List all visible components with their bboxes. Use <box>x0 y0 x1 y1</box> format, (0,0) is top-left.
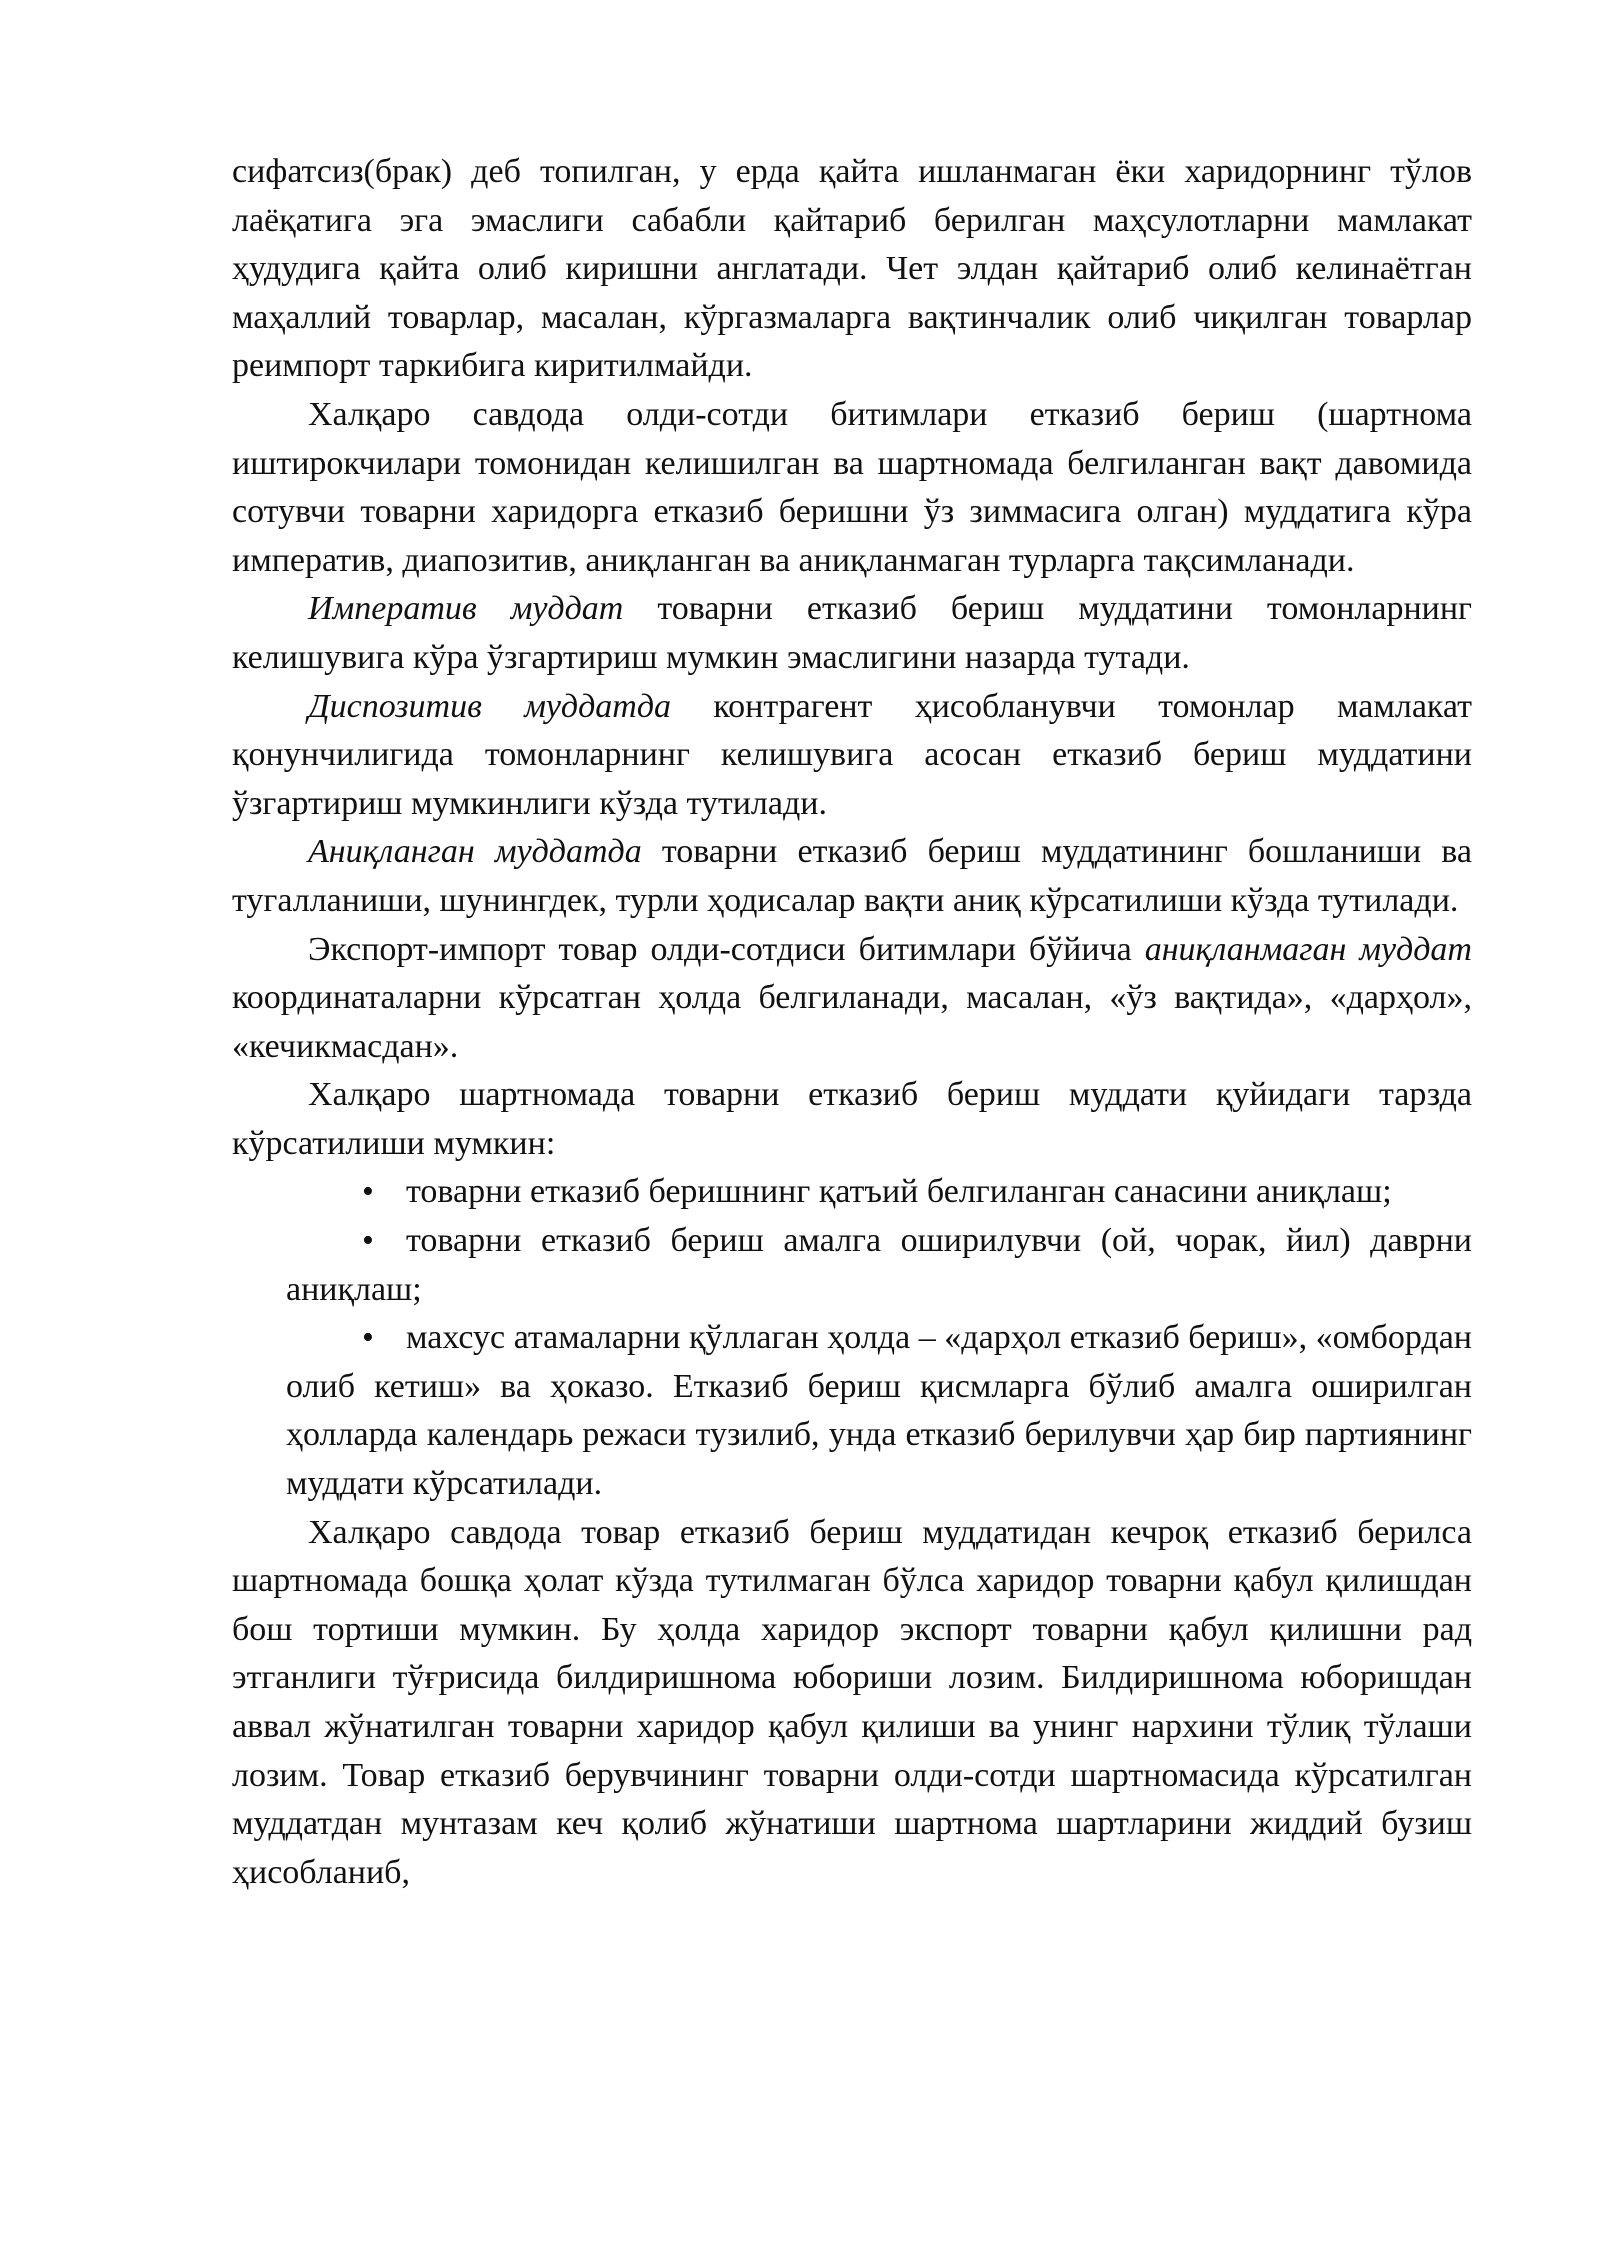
paragraph-reimport-continuation <box>232 148 1472 391</box>
paragraph-lead-text: Экспорт-импорт товар олди-сотдиси битимлари бўйича <box>308 930 1145 968</box>
paragraph-defined-term <box>232 828 1472 925</box>
paragraph-contract-term-ways <box>232 1071 1472 1168</box>
bullet-symbol: • <box>362 1319 374 1357</box>
paragraph-delivery-terms-intro <box>232 391 1472 585</box>
bullet-item <box>286 1217 1472 1314</box>
paragraph-text: Халқаро савдода олди-сотди битимлари етказиб бериш (шартнома иштирокчилари томонидан келишилган ва шартномада белгиланган вақт давомида сотувчи товарни харидорга етказиб беришни ўз зиммасига олган) муддатига кўра императив, диапозитив, аниқланган ва аниқланмаган турларга тақсимланади. <box>232 395 1472 579</box>
paragraph-text: товарни етказиб бериш муддатининг бошланиши ва тугалланиши, шунингдек, турли ҳодисалар вақти аниқ кўрсатилиши кўзда тутилади. <box>232 833 1472 919</box>
paragraph-text: координаталарни кўрсатган ҳолда белгиланади, масалан, «ўз вақтида», «дарҳол», «кечикмасдан». <box>232 979 1472 1065</box>
paragraph-text: Халқаро савдода товар етказиб бериш муддатидан кечроқ етказиб берилса шартномада бошқа ҳолат кўзда тутилмаган бўлса харидор товарни қабул қилишдан бош тортиши мумкин. Бу ҳолда харидор экспорт товарни қабул қилишни рад этганлиги тўғрисида билдиришнома юбориши лозим. Билдиришнома юборишдан аввал жўнатилган товарни харидор қабул қилиши ва унинг нархини тўлиқ тўлаши лозим. Товар етказиб берувчининг товарни олди-сотди шартномасида кўрсатилган муддатдан мунтазам кеч қолиб жўнатиши шартнома шартларини жиддий бузиш ҳисобланиб, <box>232 1513 1472 1891</box>
paragraph-late-delivery <box>232 1509 1472 1898</box>
bullet-list <box>232 1168 1472 1508</box>
bullet-symbol: • <box>362 1173 374 1211</box>
bullet-text: товарни етказиб бериш амалга оширилувчи (ой, чорак, йил) даврни аниқлаш; <box>286 1222 1472 1308</box>
bullet-item <box>286 1314 1472 1508</box>
term-italic: аниқланмаган муддат <box>1144 930 1472 968</box>
term-italic: Аниқланган муддатда <box>308 833 642 871</box>
bullet-item <box>286 1168 1472 1217</box>
document-body <box>232 148 1472 1897</box>
paragraph-text: Халқаро шартномада товарни етказиб бериш муддати қуйидаги тарзда кўрсатилиши мумкин: <box>232 1076 1472 1162</box>
bullet-symbol: • <box>362 1222 374 1260</box>
paragraph-imperative-term <box>232 585 1472 682</box>
paragraph-text: сифатсиз(брак) деб топилган, у ерда қайта ишланмаган ёки харидорнинг тўлов лаёқатига эга эмаслиги сабабли қайтариб берилган маҳсулотларни мамлакат ҳудудига қайта олиб киришни англатади. Чет элдан қайтариб олиб келинаётган маҳаллий товарлар, масалан, кўргазмаларга вақтинчалик олиб чиқилган товарлар реимпорт таркибига киритилмайди. <box>232 153 1472 385</box>
bullet-text: махсус атамаларни қўллаган ҳолда – «дарҳол етказиб бериш», «омбордан олиб кетиш» ва ҳоказо. Етказиб бериш қисмларга бўлиб амалга оширилган ҳолларда календарь режаси тузилиб, унда етказиб берилувчи ҳар бир партиянинг муддати кўрсатилади. <box>286 1319 1472 1503</box>
term-italic: Императив муддат <box>308 590 624 628</box>
paragraph-dispositive-term <box>232 683 1472 829</box>
paragraph-text: контрагент ҳисобланувчи томонлар мамлакат қонунчилигида томонларнинг келишувига асосан етказиб бериш муддатини ўзгартириш мумкинлиги кўзда тутилади. <box>232 687 1472 822</box>
term-italic: Диспозитив муддатда <box>308 687 672 725</box>
paragraph-text: товарни етказиб бериш муддатини томонларнинг келишувига кўра ўзгартириш мумкин эмаслигини назарда тутади. <box>232 590 1472 676</box>
paragraph-undefined-term <box>232 926 1472 1072</box>
bullet-text: товарни етказиб беришнинг қатъий белгиланган санасини аниқлаш; <box>406 1173 1392 1211</box>
